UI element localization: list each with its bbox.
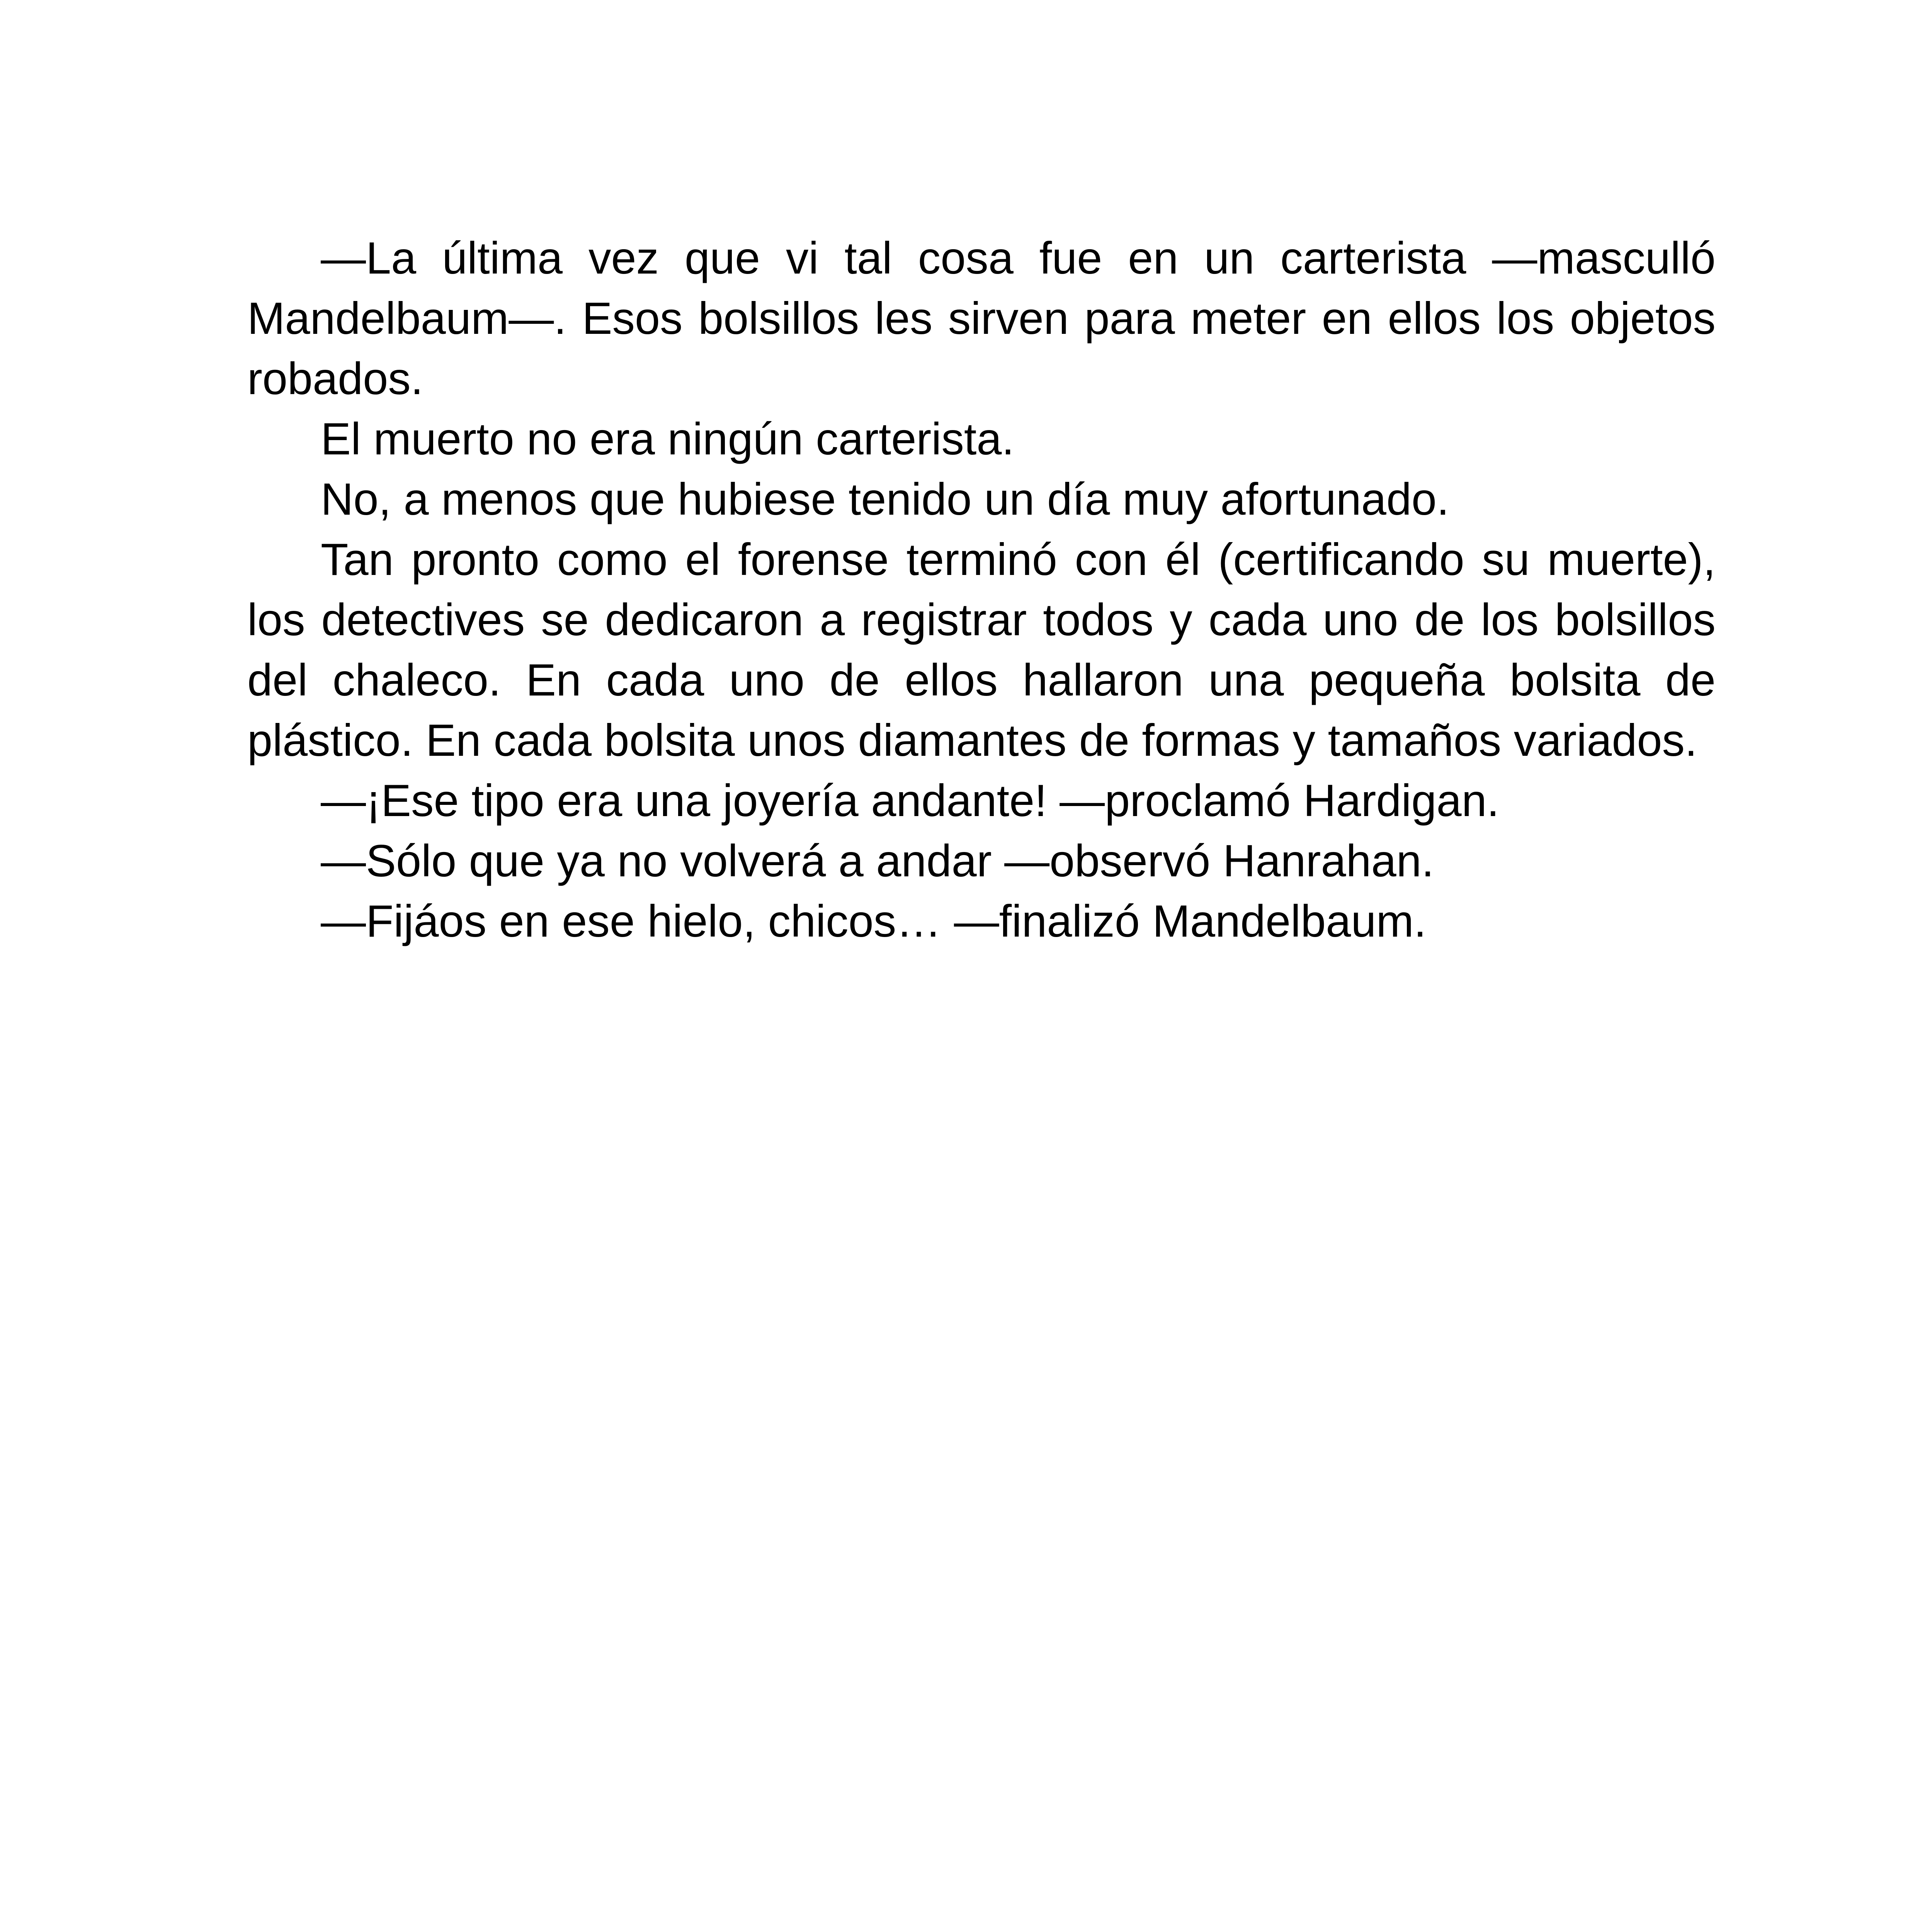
paragraph: —Sólo que ya no volverá a andar —observó Hanrahan. (321, 835, 1434, 886)
body-text (247, 228, 1716, 951)
paragraph: Tan pronto como el forense terminó con él (certificando su muerte), los detectives se dedicaron a registrar todos y cada uno de los bolsillos del chaleco. En cada uno de ellos hallaron una pequeña bolsita de plástico. En cada bolsita unos diamantes de formas y tamaños variados. (247, 534, 1716, 765)
paragraph: No, a menos que hubiese tenido un día muy afortunado. (321, 474, 1449, 524)
paragraph: —¡Ese tipo era una joyería andante! —proclamó Hardigan. (321, 775, 1500, 826)
paragraph: El muerto no era ningún carterista. (321, 413, 1014, 464)
paragraph: —La última vez que vi tal cosa fue en un carterista —masculló Mandelbaum—. Esos bolsillos les sirven para meter en ellos los objetos robados. (247, 233, 1716, 404)
paragraph: —Fijáos en ese hielo, chicos… —finalizó Mandelbaum. (321, 896, 1427, 946)
